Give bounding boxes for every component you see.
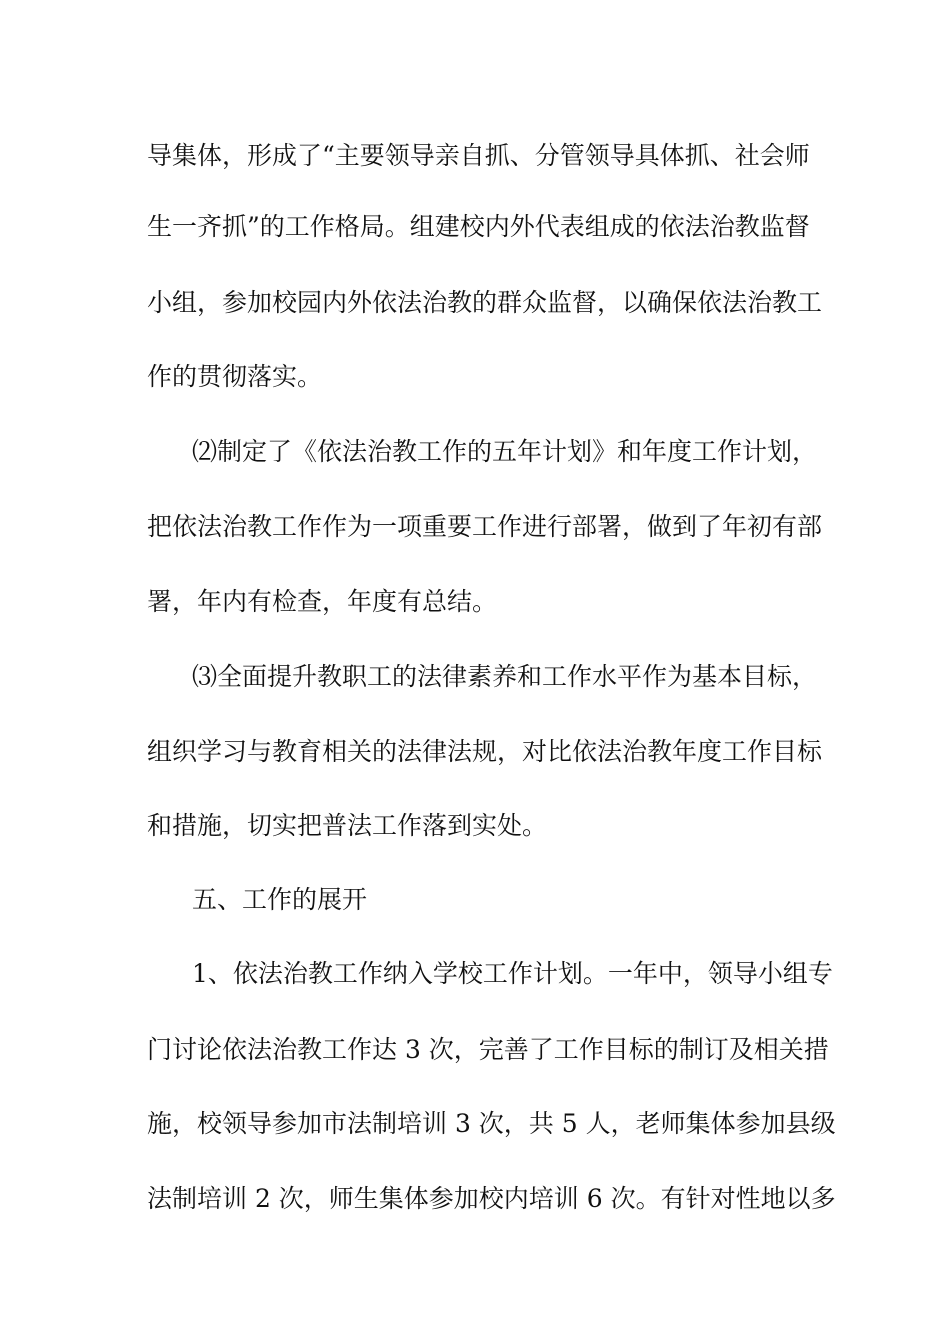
paragraph-first-line: ⑵制定了《依法治教工作的五年计划》和年度工作计划，: [192, 437, 818, 466]
text-line: 作的贯彻落实。: [147, 362, 323, 391]
text-line: 组织学习与教育相关的法律法规，对比依法治教年度工作目标: [147, 737, 823, 766]
text-line: 法制培训 2 次，师生集体参加校内培训 6 次。有针对性地以多: [147, 1184, 836, 1213]
text-line: 门讨论依法治教工作达 3 次，完善了工作目标的制订及相关措: [147, 1035, 829, 1064]
text-line: 导集体，形成了“主要领导亲自抓、分管领导具体抓、社会师: [147, 141, 810, 170]
paragraph-first-line: 1、依法治教工作纳入学校工作计划。一年中，领导小组专: [192, 959, 833, 988]
text-line: 小组，参加校园内外依法治教的群众监督，以确保依法治教工: [147, 288, 823, 317]
section-heading: 五、工作的展开: [192, 885, 368, 914]
text-line: 生一齐抓”的工作格局。组建校内外代表组成的依法治教监督: [147, 212, 810, 241]
paragraph-first-line: ⑶全面提升教职工的法律素养和工作水平作为基本目标，: [192, 662, 818, 691]
text-line: 署，年内有检查，年度有总结。: [147, 587, 498, 616]
text-line: 施，校领导参加市法制培训 3 次，共 5 人，老师集体参加县级: [147, 1109, 836, 1138]
text-line: 把依法治教工作作为一项重要工作进行部署，做到了年初有部: [147, 512, 823, 541]
text-line: 和措施，切实把普法工作落到实处。: [147, 811, 548, 840]
